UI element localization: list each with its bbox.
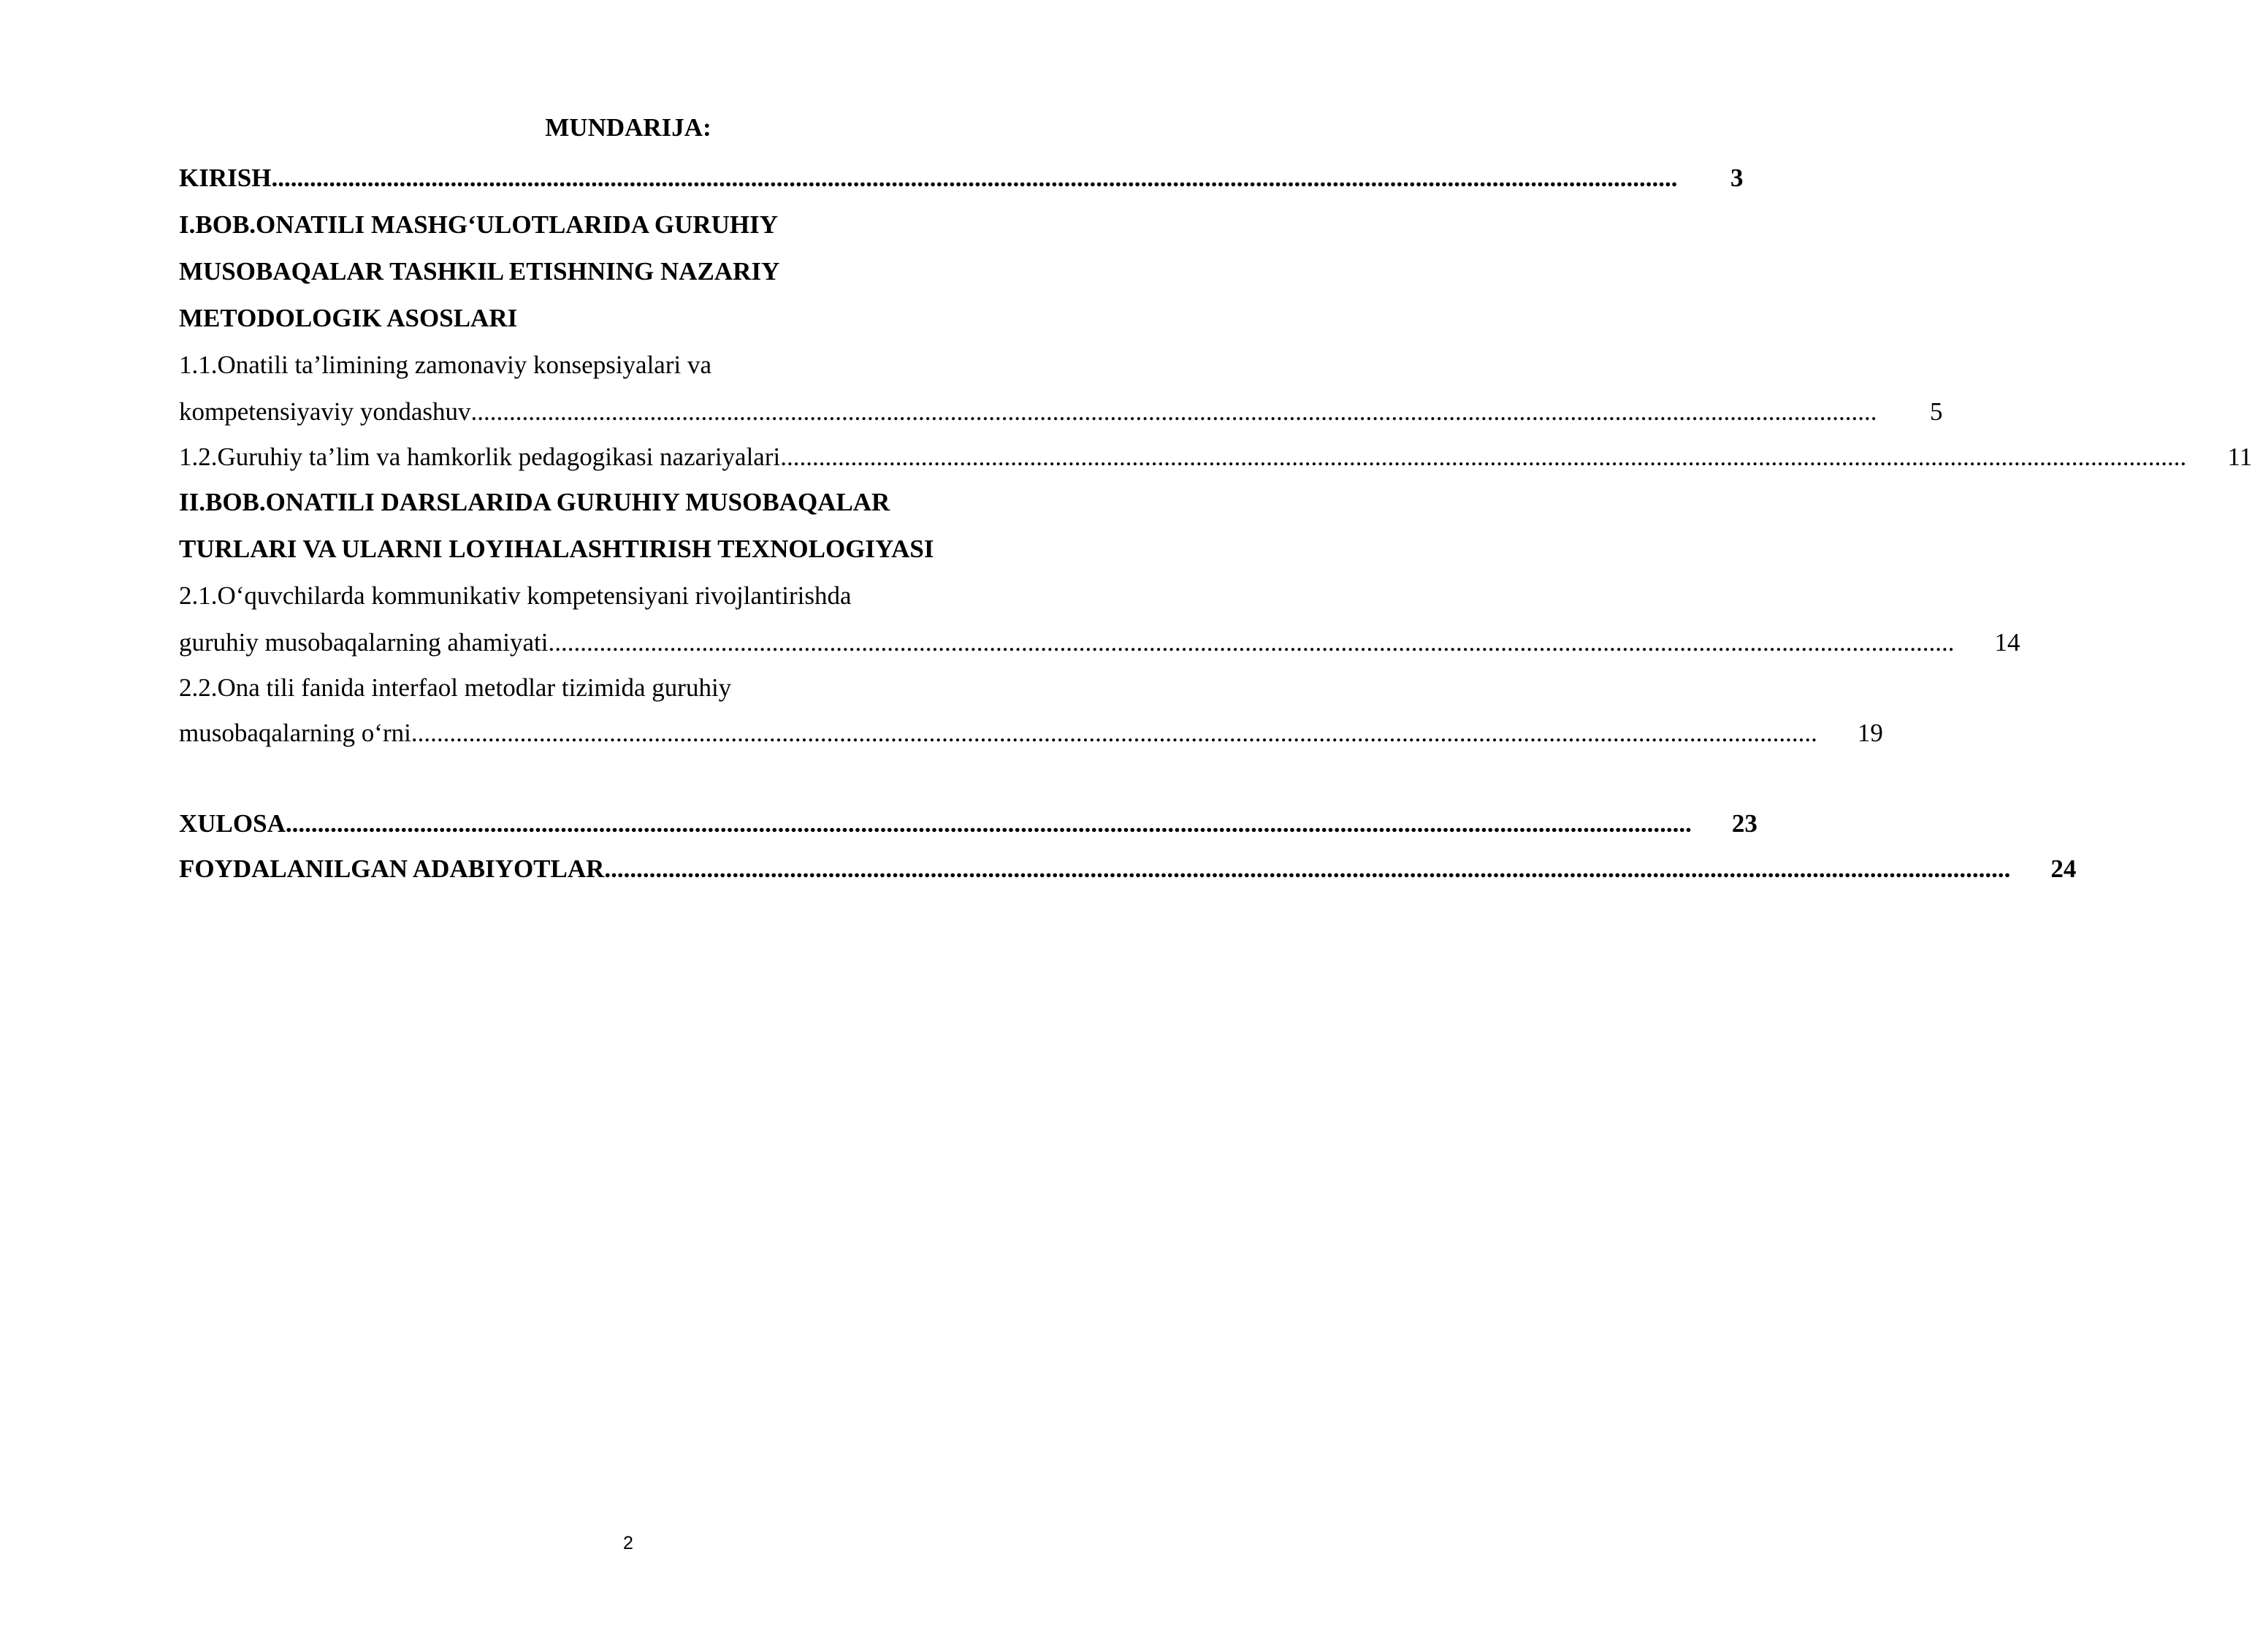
toc-page-number: 3 — [1730, 164, 1744, 192]
toc-page-number: 5 — [1930, 397, 1943, 426]
toc-entry-text: XULOSA — [179, 809, 286, 838]
toc-entry — [179, 526, 1077, 573]
toc-entry-text: FOYDALANILGAN ADABIYOTLAR — [179, 854, 605, 883]
toc-entry-text: kompetensiyaviy yondashuv — [179, 397, 471, 426]
toc-entry-text: 1.1.Onatili ta’limining zamonaviy konsepsiyalari va — [179, 351, 712, 379]
toc-leader-dots: ............................................................................................................................................................................................................................ — [780, 443, 2187, 471]
toc-leader-dots: ............................................................................................................................................................................................................................ — [285, 809, 1692, 838]
toc-leader-dots: ............................................................................................................................................................................................................................ — [271, 164, 1678, 192]
toc-entry-text: TURLARI VA ULARNI LOYIHALASHTIRISH TEXNOLOGIYASI — [179, 535, 934, 563]
toc-entry — [179, 847, 2077, 891]
toc-page-number: 11 — [2227, 443, 2252, 471]
page-number: 2 — [623, 1533, 633, 1553]
toc-entry — [179, 342, 1077, 389]
toc-page-number: 23 — [1731, 809, 1757, 838]
toc-entry-text: METODOLOGIK ASOSLARI — [179, 304, 518, 332]
toc-entry-text: 2.1.O‘quvchilarda kommunikativ kompetensiyani rivojlantirishda — [179, 581, 852, 610]
toc-entry — [179, 155, 1744, 202]
toc-entry — [179, 666, 1077, 710]
toc-entry — [179, 248, 1077, 295]
toc-leader-dots: ............................................................................................................................................................................................................................ — [470, 397, 1877, 426]
toc-entry-text: 2.2.Ona tili fanida interfaol metodlar tizimida guruhiy — [179, 673, 732, 702]
toc-entry — [179, 710, 1883, 757]
toc-entry — [179, 295, 1077, 342]
toc-entry-text: guruhiy musobaqalarning ahamiyati — [179, 628, 549, 657]
toc-entry — [179, 435, 2252, 479]
toc-entry — [179, 202, 1077, 248]
page-title: MUNDARIJA: — [545, 113, 711, 142]
toc-entry-text: II.BOB.ONATILI DARSLARIDA GURUHIY MUSOBAQALAR — [179, 488, 890, 516]
toc-page-number: 14 — [1994, 628, 2020, 657]
toc-entry-text: I.BOB.ONATILI MASHG‘ULOTLARIDA GURUHIY — [179, 210, 779, 239]
toc-entry — [179, 573, 1077, 619]
toc-leader-dots: ............................................................................................................................................................................................................................ — [411, 719, 1817, 747]
toc-leader-dots: ............................................................................................................................................................................................................................ — [604, 854, 2011, 883]
toc-entry-text: musobaqalarning o‘rni — [179, 719, 411, 747]
toc-entry-text: MUSOBAQALAR TASHKIL ETISHNING NAZARIY — [179, 257, 780, 286]
toc-entry — [179, 619, 2020, 666]
toc-page-number: 24 — [2050, 854, 2077, 883]
table-of-contents — [179, 155, 2252, 891]
toc-leader-dots: ............................................................................................................................................................................................................................ — [548, 628, 1955, 657]
toc-entry-text: KIRISH — [179, 164, 272, 192]
toc-entry — [179, 800, 1757, 847]
toc-page-number: 19 — [1857, 719, 1883, 747]
toc-entry — [179, 479, 1077, 526]
toc-entry — [179, 389, 1943, 435]
toc-entry-text: 1.2.Guruhiy ta’lim va hamkorlik pedagogikasi nazariyalari — [179, 443, 781, 471]
